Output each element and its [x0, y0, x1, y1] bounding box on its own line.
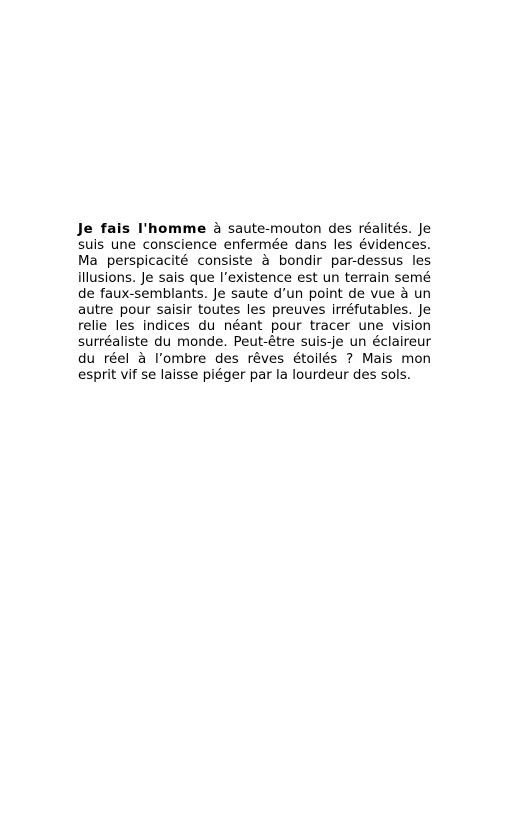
paragraph-lead: Je fais l'homme — [78, 222, 207, 237]
paragraph-body: à saute-mouton des réalités. Je suis une conscience enfermée dans les évidences. Ma perspicacité consiste à bondir par-dessus les illusions. Je sais que l’existence est un terrain semé de faux-semblants. Je saute d’un point de vue à un autre pour saisir toutes les preuves irréfutables. Je relie les indices du néant pour tracer une vision surréaliste du monde. Peut-être suis-je un éclaireur du réel à l’ombre des rêves étoilés ? Mais mon esprit vif se laisse piéger par la lourdeur des sols. — [78, 222, 431, 383]
poem-paragraph — [78, 222, 431, 384]
